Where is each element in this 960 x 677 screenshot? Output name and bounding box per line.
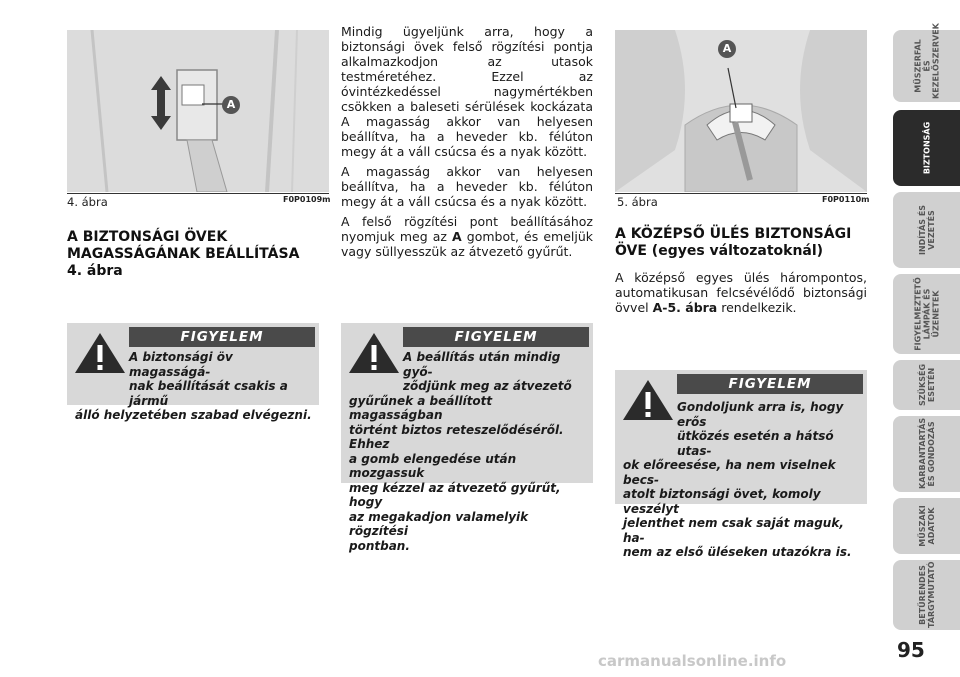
warning-line: ződjünk meg az átvezető bbox=[403, 379, 572, 393]
heading-line: A BIZTONSÁGI ÖVEK bbox=[67, 229, 228, 245]
paragraph-center-end: rendelkezik. bbox=[717, 300, 797, 315]
warning-banner: FIGYELEM bbox=[129, 327, 315, 347]
warning-line: atolt biztonsági övet, komoly veszélyt bbox=[623, 487, 821, 516]
paragraph-3-start: A felső rögzítési pont beállításához nyomjuk meg az bbox=[341, 214, 593, 244]
figure-4-image bbox=[67, 30, 329, 192]
tab-safety[interactable] bbox=[893, 110, 960, 186]
warning-banner: FIGYELEM bbox=[403, 327, 589, 347]
marker-a-label: A bbox=[722, 42, 732, 55]
watermark: carmanualsonline.info bbox=[598, 652, 787, 670]
warning-line: A beállítás után mindig győ- bbox=[403, 350, 561, 379]
figure-5-image bbox=[615, 30, 867, 192]
warning-line: ütközés esetén a hátsó utas- bbox=[677, 429, 834, 458]
tab-label: INDÍTÁS ÉS VEZETÉS bbox=[917, 204, 936, 256]
warning-line: nem az első üléseken utazókra is. bbox=[623, 545, 852, 559]
figure-reference: A-5. ábra bbox=[652, 300, 718, 315]
column-2-body bbox=[341, 24, 593, 264]
paragraph-2-text: A magasság akkor van helyesen beállítva, ha a heveder kb. félúton megy át a váll csúcsa és a nyak között. bbox=[341, 164, 593, 209]
tab-instrument-panel[interactable] bbox=[893, 23, 960, 102]
heading-line: ÖVE (egyes változatoknál) bbox=[615, 243, 824, 259]
paragraph-2 bbox=[341, 164, 593, 209]
warning-text bbox=[349, 350, 589, 553]
tab-maintenance[interactable] bbox=[893, 416, 960, 492]
figure-4-rule bbox=[67, 193, 329, 194]
paragraph-center-start: A középső egyes ülés hárompontos, automatikusan felcsévélődő biztonsági övvel bbox=[615, 270, 867, 315]
tab-label: BETŰRENDES TÁRGYMUTATÓ bbox=[917, 561, 936, 628]
warning-line: A biztonsági öv magasságá- bbox=[129, 350, 233, 379]
tab-emergency[interactable] bbox=[893, 360, 960, 410]
tab-index[interactable] bbox=[893, 560, 960, 630]
heading-line: MAGASSÁGÁNAK BEÁLLÍTÁSA bbox=[67, 246, 300, 262]
tab-label: BIZTONSÁG bbox=[922, 121, 931, 175]
warning-box-2 bbox=[341, 323, 593, 553]
warning-box-1 bbox=[67, 323, 319, 422]
column-3-body bbox=[615, 270, 867, 320]
section-heading-center-belt bbox=[615, 226, 875, 260]
marker-a-badge bbox=[718, 40, 736, 58]
warning-text bbox=[75, 350, 315, 423]
warning-line: nak beállítását csakis a jármű bbox=[129, 379, 288, 408]
button-a-reference: A bbox=[452, 229, 462, 244]
paragraph-center-belt bbox=[615, 270, 867, 315]
figure-4-code: F0P0109m bbox=[283, 195, 331, 204]
tab-label: FIGYELMEZTETŐ LÁMPÁK ÉS ÜZENETEK bbox=[913, 277, 940, 351]
warning-line: álló helyzetében szabad elvégezni. bbox=[75, 408, 312, 422]
warning-line: az megakadjon valamelyik rögzítési bbox=[349, 509, 529, 538]
warning-line: pontban. bbox=[349, 538, 410, 553]
tab-label: SZÜKSÉG ESETÉN bbox=[917, 363, 936, 407]
paragraph-3 bbox=[341, 214, 593, 259]
tab-label: MŰSZAKI ADATOK bbox=[917, 505, 936, 547]
figure-5-rule bbox=[615, 193, 867, 194]
marker-a-label: A bbox=[226, 98, 236, 111]
tab-label: KARBANTARTÁS ÉS GONDOZÁS bbox=[917, 417, 936, 489]
figure-5-caption: 5. ábra bbox=[617, 195, 658, 209]
warning-text bbox=[623, 400, 863, 560]
warning-banner: FIGYELEM bbox=[677, 374, 863, 394]
paragraph-3-end: gombot, és emeljük vagy süllyesszük az átvezető gyűrűt. bbox=[341, 229, 593, 259]
warning-box-3 bbox=[615, 370, 867, 559]
tab-starting-driving[interactable] bbox=[893, 192, 960, 268]
warning-line: gyűrűnek a beállított magasságban bbox=[349, 393, 493, 422]
warning-line: meg kézzel az átvezető gyűrűt, hogy bbox=[349, 480, 561, 509]
warning-line: jelenthet nem csak saját maguk, ha- bbox=[623, 516, 844, 545]
page-number: 95 bbox=[897, 638, 925, 662]
warning-line: Gondoljunk arra is, hogy erős bbox=[677, 400, 844, 429]
paragraph-1 bbox=[341, 24, 593, 159]
marker-a-badge bbox=[222, 96, 240, 114]
heading-line: 4. ábra bbox=[67, 263, 123, 279]
tab-technical-data[interactable] bbox=[893, 498, 960, 554]
seatbelt-height-illustration bbox=[67, 30, 329, 192]
warning-line: a gomb elengedése után mozgassuk bbox=[349, 451, 517, 480]
section-heading-belt-height bbox=[67, 229, 329, 280]
figure-5-code: F0P0110m bbox=[822, 195, 870, 204]
warning-line: történt biztos reteszelődéséről. Ehhez bbox=[349, 422, 564, 451]
figure-4-caption: 4. ábra bbox=[67, 195, 108, 209]
center-seatbelt-illustration bbox=[615, 30, 867, 192]
tab-warning-lights[interactable] bbox=[893, 274, 960, 354]
heading-line: A KÖZÉPSŐ ÜLÉS BIZTONSÁGI bbox=[615, 226, 852, 242]
warning-line: ok előreesése, ha nem viselnek becs- bbox=[623, 458, 836, 487]
paragraph-1-text: Mindig ügyeljünk arra, hogy a biztonsági övek felső rögzítési pontja alkalmazkodjon az utasok testméretéhez. Ezzel az óvintézkedéssel nagymértékben csökken a baleseti sérülések kockázata A magasság akkor van helyesen beállítva, ha a heveder kb. félúton megy át a váll csúcsa és a nyak között. bbox=[341, 24, 593, 159]
tab-label: MŰSZERFAL ÉS KEZELŐSZERVEK bbox=[913, 23, 940, 99]
